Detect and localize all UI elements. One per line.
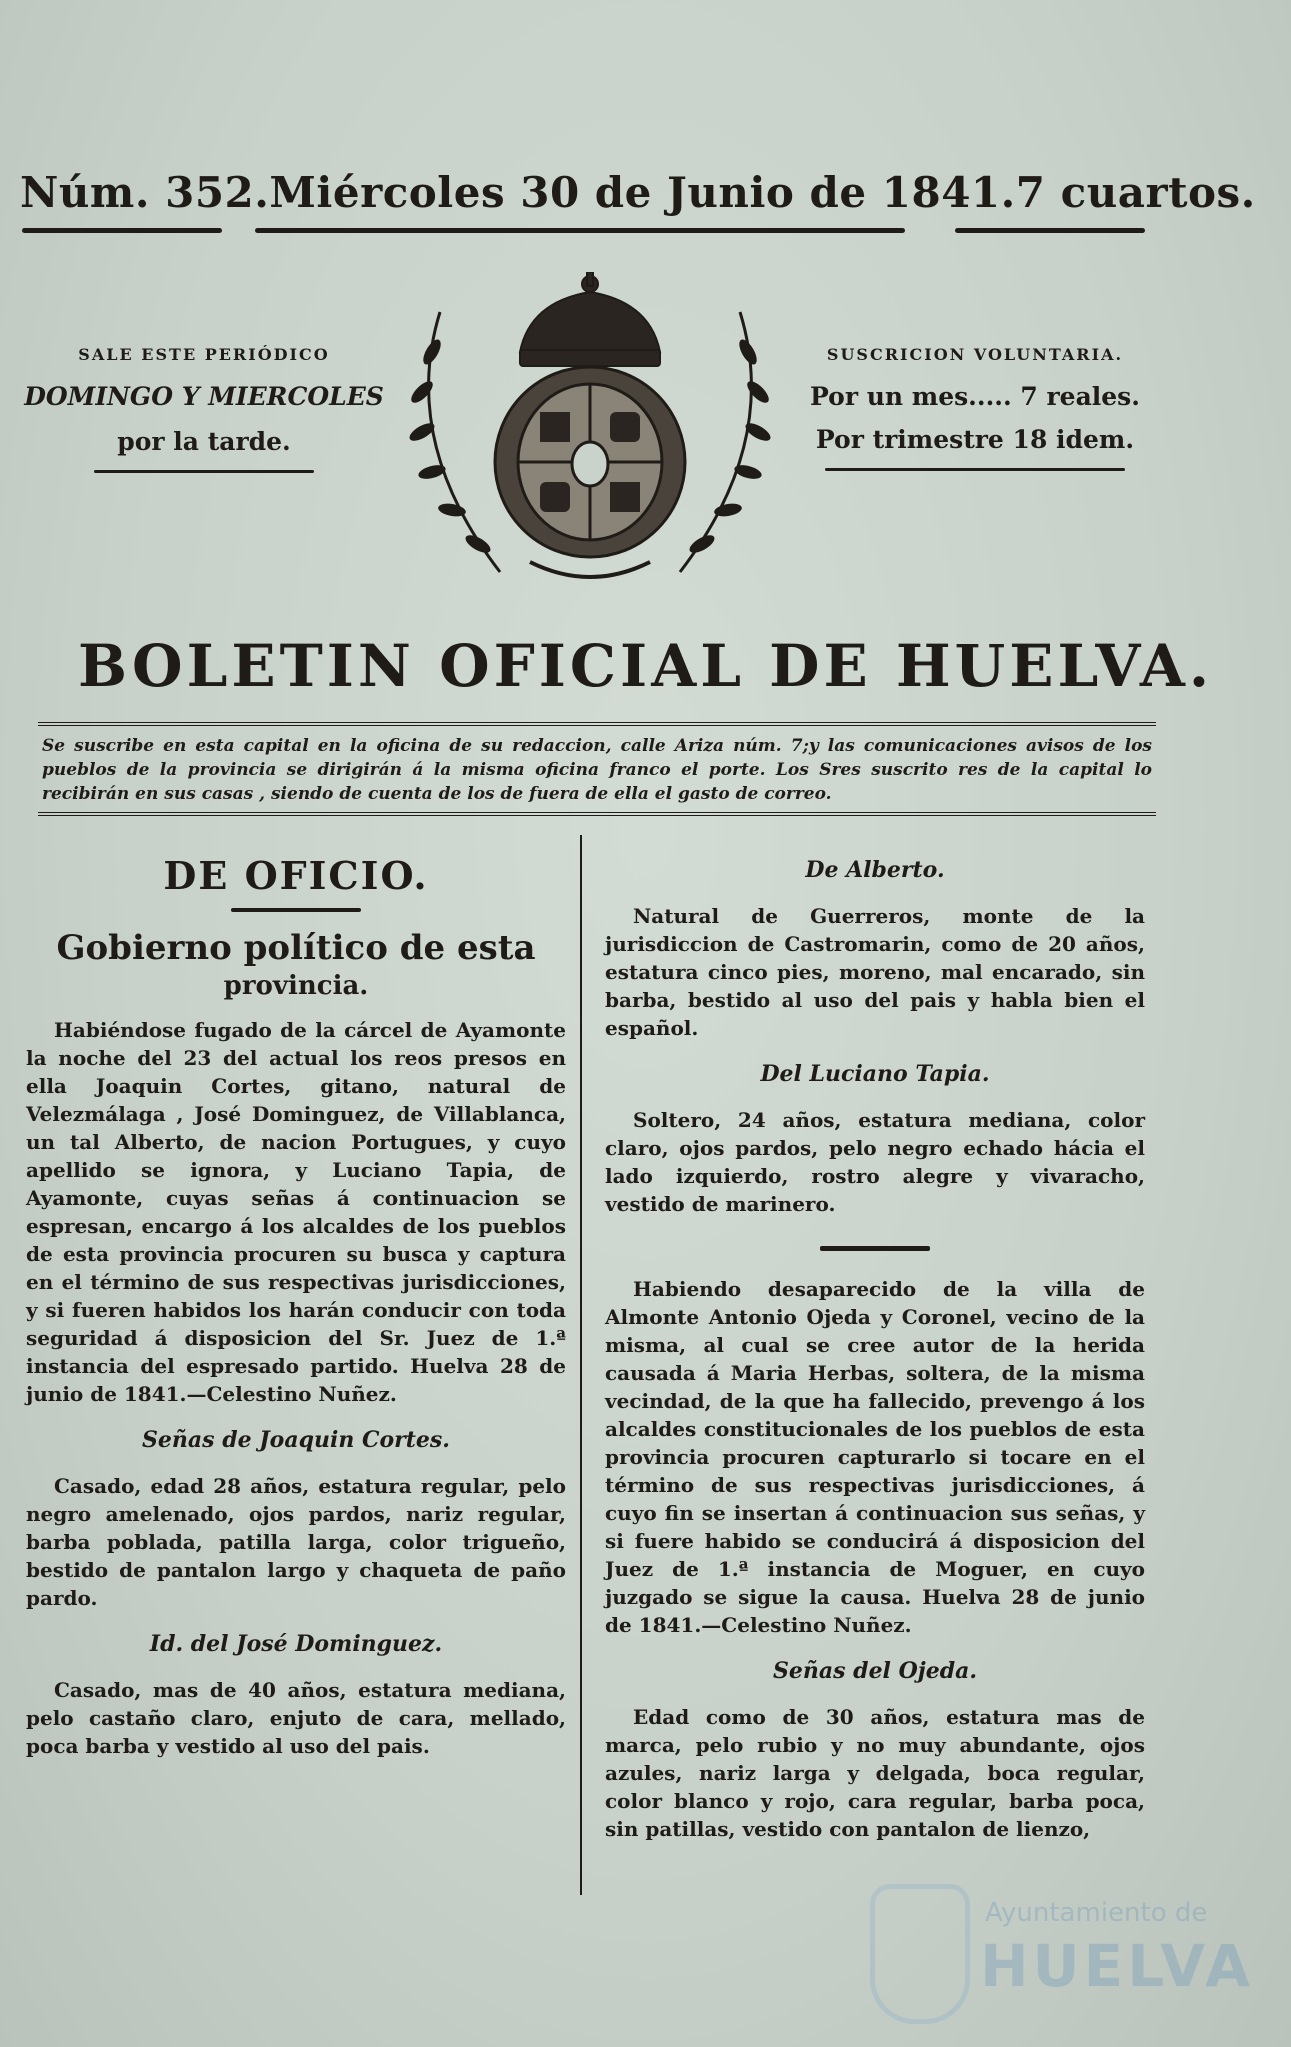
section-title: DE OFICIO. xyxy=(163,853,429,898)
watermark-shield-icon xyxy=(870,1884,970,2024)
subheading: Señas de Joaquin Cortes. xyxy=(142,1427,450,1453)
topline-rule-right xyxy=(955,228,1145,233)
subscription-rule xyxy=(825,468,1125,471)
subscription-info xyxy=(810,345,1140,471)
schedule-line3: por la tarde. xyxy=(117,427,291,456)
topline-rule-left xyxy=(22,228,222,233)
article-paragraph: Soltero, 24 años, estatura mediana, color claro, ojos pardos, pelo negro echado hácia el lado izquierdo, rostro alegre y vivaracho, vestido de marinero. xyxy=(605,1108,1145,1216)
watermark-line1: Ayuntamiento de xyxy=(985,1898,1208,1928)
section-rule xyxy=(231,908,361,912)
subheading: Señas del Ojeda. xyxy=(773,1658,977,1684)
subscription-line1: SUSCRICION VOLUNTARIA. xyxy=(826,345,1124,364)
subheading: De Alberto. xyxy=(805,857,945,883)
subheading: Id. del José Dominguez. xyxy=(149,1631,443,1657)
article-paragraph: Edad como de 30 años, estatura mas de marca, pelo rubio y no muy abundante, ojos azules, nariz larga y delgada, boca regular, color blanco y rojo, cara regular, barba poca, sin patillas, vestido con pantalon de lienzo, xyxy=(605,1705,1145,1841)
article-subtitle: provincia. xyxy=(223,971,369,1001)
issue-number: Núm. 352. xyxy=(20,168,270,217)
publication-schedule xyxy=(24,345,384,473)
article-paragraph: Casado, mas de 40 años, estatura mediana, pelo castaño claro, enjuto de cara, mellado, poca barba y vestido al uso del pais. xyxy=(26,1678,566,1758)
issue-price: 7 cuartos. xyxy=(1015,168,1256,217)
article-paragraph: Natural de Guerreros, monte de la jurisdiccion de Castromarin, como de 20 años, estatura cinco pies, moreno, mal encarado, sin barba, bestido al uso del pais y habla bien el español. xyxy=(605,904,1145,1040)
royal-crest-icon xyxy=(380,272,800,602)
archive-watermark xyxy=(870,1880,1255,2020)
schedule-line1: SALE ESTE PERIÓDICO xyxy=(78,345,330,364)
schedule-line2: DOMINGO Y MIERCOLES xyxy=(24,382,384,411)
subscription-month: Por un mes..... 7 reales. xyxy=(810,382,1140,411)
article-title: Gobierno político de esta xyxy=(56,928,536,968)
right-column xyxy=(605,850,1145,1851)
subscription-notice: Se suscribe en esta capital en la oficina de su redaccion, calle Ariza núm. 7;y las comunicaciones avisos de los pueblos de la provincia se dirigirán á la misma oficina franco el porte. Los Sres suscrito res de la capital lo recibirán en sus casas , siendo de cuenta de los de fuera de ella el gasto de correo. xyxy=(38,722,1156,816)
schedule-rule xyxy=(94,470,314,473)
topline-rule-center xyxy=(255,228,905,233)
subscription-quarter: Por trimestre 18 idem. xyxy=(815,425,1135,454)
left-column xyxy=(26,850,566,1768)
article-separator xyxy=(820,1246,930,1251)
article-paragraph: Casado, edad 28 años, estatura regular, pelo negro amelenado, ojos pardos, nariz regular, barba poblada, patilla larga, color trigueño, bestido de pantalon largo y chaqueta de paño pardo. xyxy=(26,1474,566,1610)
watermark-line2: HUELVA xyxy=(980,1932,1255,2000)
article-paragraph: Habiendo desaparecido de la villa de Almonte Antonio Ojeda y Coronel, vecino de la misma, al cual se cree autor de la herida causada á Maria Herbas, soltera, de la misma vecindad, de la que ha fallecido, prevengo á los alcaldes constitucionales de los pueblos de esta provincia procuren capturarlo si tocare en el término de sus respectivas jurisdicciones, á cuyo fin se insertan á continuacion sus señas, y si fuere habido se conducirá á disposicion del Juez de 1.ª instancia de Moguer, en cuyo juzgado se sigue la causa. Huelva 28 de junio de 1841.—Celestino Nuñez. xyxy=(605,1277,1145,1637)
article-paragraph: Habiéndose fugado de la cárcel de Ayamonte la noche del 23 del actual los reos presos en ella Joaquin Cortes, gitano, natural de Velezmálaga , José Dominguez, de Villablanca, un tal Alberto, de nacion Portugues, y cuyo apellido se ignora, y Luciano Tapia, de Ayamonte, cuyas señas á continuacion se espresan, encargo á los alcaldes de los pueblos de esta provincia procuren su busca y captura en el término de sus respectivas jurisdicciones, y si fueren habidos los harán conducir con toda seguridad á disposicion del Sr. Juez de 1.ª instancia del espresado partido. Huelva 28 de junio de 1841.—Celestino Nuñez. xyxy=(26,1018,566,1406)
subheading: Del Luciano Tapia. xyxy=(760,1061,990,1087)
issue-date: Miércoles 30 de Junio de 1841. xyxy=(269,168,1016,217)
masthead-topline xyxy=(20,168,1256,217)
newspaper-title: BOLETIN OFICIAL DE HUELVA. xyxy=(77,632,1214,700)
column-divider xyxy=(580,835,582,1895)
